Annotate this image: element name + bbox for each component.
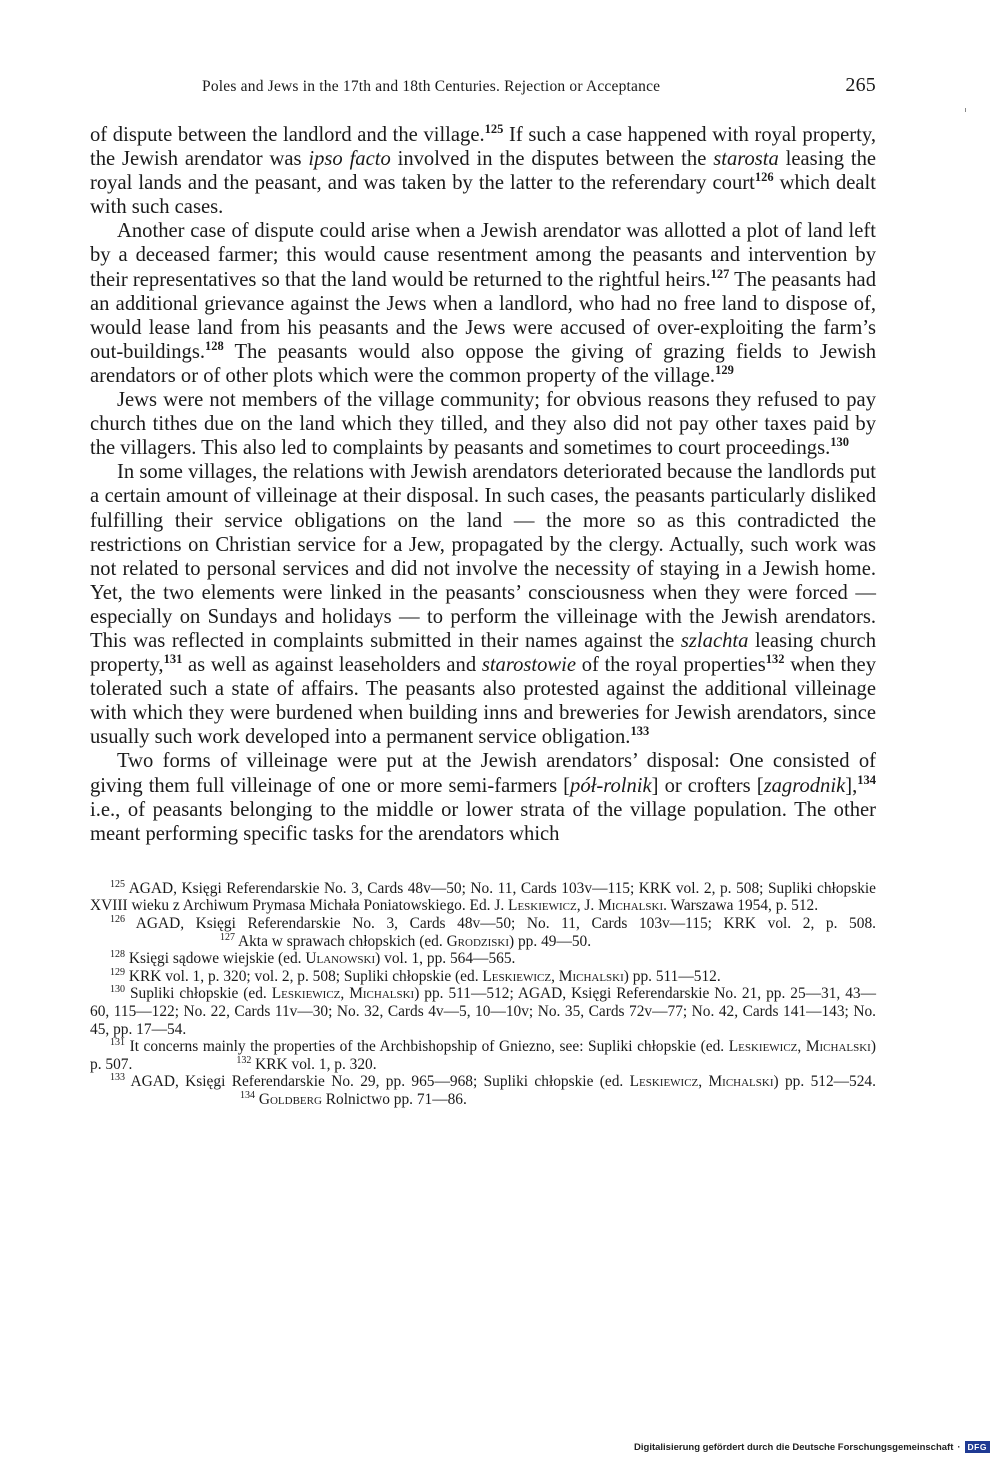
footnote-text: ) p. 507. xyxy=(90,1038,876,1073)
text-run: of the royal properties xyxy=(576,654,766,677)
page-number: 265 xyxy=(845,74,876,96)
footnote-number: 126 xyxy=(110,913,125,925)
text-run: when they tolerated such a state of affairs. The peasants also protested against the additional villeinage with which they were burdened when building inns and breweries for Jewish arendators, since usually such work developed into a permanent service obligation. xyxy=(90,654,876,749)
text-run: ], xyxy=(845,774,858,797)
text-run: as well as against leaseholders and xyxy=(182,654,482,677)
footnote-number: 131 xyxy=(110,1037,125,1049)
footnote-text: . Warszawa 1954, p. 512. xyxy=(663,897,819,915)
paragraph-5 xyxy=(90,749,876,845)
paragraph-4 xyxy=(90,460,876,749)
text-run: Jews were not members of the village community; for obvious reasons they refused to pay church tithes due on the land which they tilled, and they also did not pay other taxes paid by the villagers. This also led to complaints by peasants and sometimes to court proceedings. xyxy=(90,389,876,460)
footnote-text: Supliki chłopskie (ed. xyxy=(125,985,272,1003)
text-run: of dispute between the landlord and the village. xyxy=(90,124,485,146)
footnote-125 xyxy=(90,880,876,915)
credit-text: Digitalisierung gefördert durch die Deutsche Forschungsgemeinschaft xyxy=(634,1441,954,1453)
footnote-number: 127 xyxy=(220,931,235,943)
footnote-text: AGAD, Księgi Referendarskie No. 3, Cards 48v—50; No. 11, Cards 103v—115; KRK vol. 2, p. 508; Supliki chłopskie XVIII wieku z Archiwum Prymasa Michała Poniatowskiego. Ed. J. xyxy=(90,879,876,915)
footnote-ref-131[interactable]: 131 xyxy=(163,652,183,667)
paragraph-2 xyxy=(90,219,876,388)
footnote-ref-125[interactable]: 125 xyxy=(484,122,504,137)
text-run: which dealt with such cases. xyxy=(90,172,876,219)
dfg-logo: DFG xyxy=(965,1441,990,1453)
footnote-ref-129[interactable]: 129 xyxy=(715,363,734,378)
footnote-text: Rolnictwo pp. 71—86. xyxy=(321,1090,467,1108)
footnote-text: KRK vol. 1, p. 320; vol. 2, p. 508; Supliki chłopskie (ed. xyxy=(125,967,483,985)
footnote-text: ) pp. 512—524. xyxy=(773,1073,876,1091)
page xyxy=(90,72,876,1109)
footnote-text: ) pp. 511—512. xyxy=(623,967,721,985)
text-run: involved in the disputes between the xyxy=(390,148,714,171)
scan-artifact xyxy=(965,108,966,112)
author-name: Leskiewicz xyxy=(508,897,577,915)
text-run: i.e., of peasants belonging to the middle or lower strata of the village population. The other meant performing specific tasks for the arendators which xyxy=(90,798,876,845)
footnote-text: AGAD, Księgi Referendarskie No. 3, Cards 48v—50; No. 11, Cards 103v—115; KRK vol. 2, p. 508. xyxy=(125,915,876,932)
footnote-129 xyxy=(90,968,876,986)
text-run: leasing church property, xyxy=(90,629,876,677)
text-run: In some villages, the relations with Jewish arendators deteriorated because the landlords put a certain amount of villeinage at their disposal. In such cases, the peasants particularly disliked fulfilling their service obligations on the land — the more so as this contradicted the restrictions on Christian service for a Jew, propagated by the clergy. Actually, such work was not related to personal services and did not involve the necessity of staying in a Jewish home. Yet, the two elements were linked in the peasants’ consciousness when they were forced — especially on Sundays and holidays — to perform the villeinage with the Jewish arendators. This was reflected in complaints submitted in their names against the xyxy=(90,461,876,652)
text-run: If such a case happened with royal property, the Jewish arendator was xyxy=(90,124,876,171)
credit-separator: · xyxy=(957,1441,961,1453)
author-name: Michalski xyxy=(598,897,664,915)
footnote-text: AGAD, Księgi Referendarskie No. 29, pp. 965—968; Supliki chłopskie (ed. xyxy=(125,1073,630,1091)
footnote-ref-132[interactable]: 132 xyxy=(765,652,785,667)
italic-term: starostowie xyxy=(481,654,577,677)
italic-term: ipso facto xyxy=(308,148,391,171)
footnote-ref-128[interactable]: 128 xyxy=(205,338,224,353)
footnote-number: 134 xyxy=(240,1089,255,1101)
footnotes xyxy=(90,880,876,1109)
footnote-126-127 xyxy=(90,915,876,950)
text-run: The peasants would also oppose the giving of grazing fields to Jewish arendators or of other plots which were the common property of the village. xyxy=(90,340,876,387)
footnote-ref-130[interactable]: 130 xyxy=(830,435,850,450)
text-run: ] or crofters [ xyxy=(651,774,764,797)
footnote-ref-127[interactable]: 127 xyxy=(710,266,730,281)
footnote-ref-134[interactable]: 134 xyxy=(857,772,876,787)
footnote-number: 129 xyxy=(110,966,125,978)
author-name: Goldberg xyxy=(258,1090,322,1108)
footnote-128 xyxy=(90,950,876,968)
footnote-text: ) pp. 49—50. xyxy=(509,932,592,950)
footnote-131-132 xyxy=(90,1038,876,1073)
author-name: Ulanowski xyxy=(305,950,376,968)
footnote-ref-133[interactable]: 133 xyxy=(630,724,650,739)
italic-term: zagrodnik xyxy=(763,774,846,797)
digitization-credit xyxy=(634,1441,990,1453)
text-run: The peasants had an additional grievance against the Jews when a landlord, who had no free land to dispose of, would lease land from his peasants and the Jews were accused of over-exploiting the farm’s out-buildings. xyxy=(90,268,876,363)
footnote-text: , J. xyxy=(576,897,599,915)
footnote-number: 132 xyxy=(236,1054,252,1066)
footnote-text: KRK vol. 1, p. 320. xyxy=(251,1055,377,1073)
italic-term: starosta xyxy=(713,148,779,171)
footnote-133-134 xyxy=(90,1073,876,1108)
author-name: Leskiewicz, Michalski xyxy=(482,967,624,985)
text-run: Another case of dispute could arise when a Jewish arendator was allotted a plot of land left by a deceased farmer; this would cause resentment among the peasants and intervention by their representatives so that the land would be returned to the rightful heirs. xyxy=(90,220,876,291)
author-name: Grodziski xyxy=(446,932,510,950)
running-head xyxy=(90,72,876,108)
body-text xyxy=(90,123,876,846)
footnote-number: 130 xyxy=(110,984,125,996)
running-title: Poles and Jews in the 17th and 18th Centuries. Rejection or Acceptance xyxy=(202,78,661,95)
author-name: Leskiewicz, Michalski xyxy=(271,985,415,1003)
paragraph-3 xyxy=(90,388,876,460)
footnote-text: Akta w sprawach chłopskich (ed. xyxy=(235,932,447,950)
author-name: Leskiewicz, Michalski xyxy=(728,1038,871,1056)
paragraph-1 xyxy=(90,123,876,219)
footnote-number: 125 xyxy=(110,878,125,890)
footnote-text: ) vol. 1, pp. 564—565. xyxy=(375,950,516,968)
italic-term: szlachta xyxy=(680,629,749,652)
footnote-text: Księgi sądowe wiejskie (ed. xyxy=(125,950,306,968)
footnote-number: 133 xyxy=(110,1072,125,1084)
footnote-text: It concerns mainly the properties of the Archbishopship of Gniezno, see: Supliki chłopskie (ed. xyxy=(125,1038,729,1056)
text-run: leasing the royal lands and the peasant, and was taken by the latter to the referendary court xyxy=(90,148,877,195)
footnote-130 xyxy=(90,985,876,1038)
italic-term: pół-rolnik xyxy=(570,774,652,797)
footnote-text: ) pp. 511—512; AGAD, Księgi Referendarskie No. 21, pp. 25—31, 43—60, 115—122; No. 22, Cards 11v—30; No. 32, Cards 4v—5, 10—10v; No. 35, Cards 72v—77; No. 42, Cards 141—143; No. 45, pp. 17—54. xyxy=(90,985,876,1038)
text-run: Two forms of villeinage were put at the Jewish arendators’ disposal: One consisted of giving them full villeinage of one or more semi-farmers [ xyxy=(90,750,876,797)
footnote-number: 128 xyxy=(110,949,125,961)
footnote-ref-126[interactable]: 126 xyxy=(754,170,774,185)
author-name: Leskiewicz, Michalski xyxy=(629,1073,774,1091)
